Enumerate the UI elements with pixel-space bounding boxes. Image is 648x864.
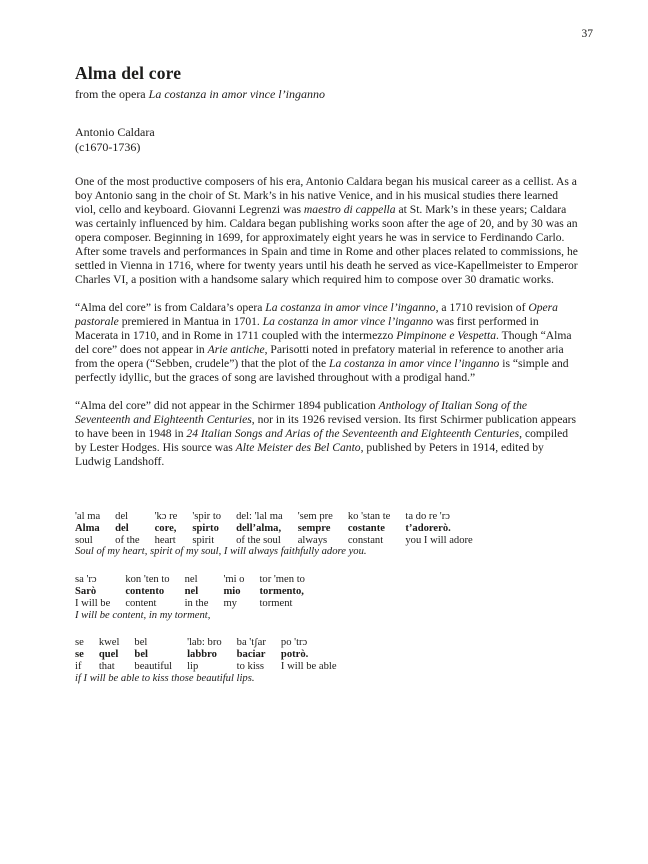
word-for-word-gloss: beautiful [134,660,173,672]
subtitle-prefix: from the opera [75,87,149,101]
text-segment: , compiled by Lester Hodges. His source was [75,427,569,454]
italian-word: tormento, [259,585,304,597]
word-row [75,511,593,546]
italian-word: nel [184,585,199,597]
word-for-word-gloss: that [98,660,115,672]
ipa-text: po 'trɔ [280,637,308,649]
italian-word: spirto [192,522,219,534]
composer-name: Antonio Caldara [75,125,155,139]
text-segment: , Parisotti noted in prefatory material in reference to another aria from the opera (“Sebben, crudele”) that the plot of the [75,343,564,370]
word-column [259,574,304,609]
ipa-text: bel [134,637,148,649]
text-segment: at St. Mark’s in these years; Caldara was certainly influenced by him. Caldara began publishing works soon after the age of 20, and by 30 was an opera composer. Beginning in 1699, for approximately eight years he was in service to Ferdinando Carlo. After some travels and performances in Spain and time in Rome and other places related to commissions, he settled in Vienna in 1716, where for twenty years until his death he served as vice-Kapellmeister to Emperor Charles VI, a position with a handsome salary which required him to compose over 30 dramatic works. [75,203,578,286]
ipa-text: 'spir to [192,511,222,522]
word-column [125,574,169,609]
word-for-word-gloss: I will be [75,597,111,609]
gloss-line-3 [75,637,593,684]
word-for-word-gloss: content [125,597,157,609]
word-for-word-gloss: always [297,534,328,546]
ipa-text: sa 'rɔ [75,574,97,586]
italic-text-segment: Alte Meister des Bel Canto [235,441,361,454]
ipa-text: tor 'men to [259,574,305,586]
word-column [281,637,337,672]
italian-word: sempre [297,522,331,534]
word-for-word-gloss: spirit [192,534,215,546]
word-column [192,511,221,546]
biography-paragraph [75,175,580,287]
word-for-word-gloss: if [75,660,82,672]
text-segment: “Alma del core” did not appear in the Schirmer 1894 publication [75,399,379,412]
word-for-word-gloss: of the [115,534,140,546]
word-column [75,637,84,672]
italian-word: Alma [75,522,100,534]
word-column [298,511,333,546]
text-segment: . Though “Alma del core” does not appear in [75,329,572,356]
word-column [75,511,100,546]
ipa-text: ko 'stan te [347,511,391,522]
word-column [134,637,172,672]
text-segment: , published by Peters in 1914, edited by Ludwig Landshoff. [75,441,544,468]
ipa-translation-section [75,511,593,685]
italian-word: bel [134,649,148,661]
italian-word: dell’alma, [236,522,282,534]
italic-text-segment: maestro di cappella [303,203,396,216]
word-column [75,574,110,609]
word-for-word-gloss: my [223,597,237,609]
idiomatic-translation: if I will be able to kiss those beautiful lips. [75,672,255,684]
song-subtitle [75,87,593,101]
ipa-text: del [115,511,129,522]
word-row [75,637,593,672]
ipa-text: nel [184,574,198,586]
ipa-text: 'al ma [75,511,101,522]
italian-word: mio [223,585,241,597]
ipa-text: del: 'lal ma [236,511,283,522]
italic-text-segment: Anthology of Italian Song of the Seventeenth and Eighteenth Centuries [75,399,528,426]
text-segment: premiered in Mantua in 1701. [118,315,263,328]
italian-word: core, [154,522,177,534]
word-column [348,511,391,546]
italian-word: costante [347,522,385,534]
word-column [185,574,209,609]
gloss-line-2 [75,574,593,621]
text-segment: One of the most productive composers of his era, Antonio Caldara began his musical career as a cellist. As a boy Antonio sang in the choir of St. Mark’s in his native Venice, and in his musical studies there learned viol, cello and keyboard. Giovanni Legrenzi was [75,175,577,216]
text-segment: , nor in its 1926 revised version. Its first Schirmer publication appears to have been in 1948 in [75,413,576,440]
italian-word: Sarò [75,585,97,597]
italian-word: baciar [236,649,266,661]
word-for-word-gloss: I will be able [280,660,337,672]
gloss-line-1 [75,511,593,558]
text-segment: , a 1710 revision of [435,301,529,314]
italian-word: contento [125,585,165,597]
word-column [236,511,283,546]
ipa-text: se [75,637,84,649]
word-for-word-gloss: you I will adore [405,534,473,546]
italic-text-segment: Pimpinone e Vespetta [396,329,497,342]
word-column [115,511,139,546]
ipa-text: kwel [98,637,120,649]
word-for-word-gloss: soul [75,534,93,546]
italic-text-segment: La costanza in amor vince l’inganno [265,301,436,314]
italic-text-segment: Arie antiche [207,343,265,356]
word-for-word-gloss: to kiss [236,660,265,672]
ipa-text: 'mi o [223,574,245,586]
idiomatic-translation: I will be content, in my torment, [75,609,211,621]
italic-text-segment: Opera pastorale [75,301,558,328]
text-segment: was first performed in Macerata in 1710, and in Rome in 1711 coupled with the intermezzo [75,315,539,342]
ipa-text: ba 'tʃar [236,637,266,649]
word-column [187,637,222,672]
italic-text-segment: 24 Italian Songs and Arias of the Seventeenth and Eighteenth Centuries [186,427,520,440]
word-for-word-gloss: in the [184,597,209,609]
word-for-word-gloss: torment [259,597,293,609]
ipa-text: 'kɔ re [154,511,178,522]
text-segment: “Alma del core” is from Caldara’s opera [75,301,266,314]
word-column [99,637,120,672]
word-row [75,574,593,609]
ipa-text: kon 'ten to [125,574,170,586]
ipa-text: ta do re 'rɔ [405,511,450,522]
italian-word: quel [98,649,119,661]
ipa-text: 'sem pre [297,511,333,522]
word-column [237,637,266,672]
composer-dates: (c1670-1736) [75,140,141,154]
italian-word: se [75,649,84,661]
italic-text-segment: La costanza in amor vince l’inganno [262,315,434,328]
word-column [405,511,472,546]
italian-word: labbro [187,649,217,661]
idiomatic-translation: Soul of my heart, spirit of my soul, I will always faithfully adore you. [75,546,367,558]
word-for-word-gloss: heart [154,534,176,546]
italian-word: potrò. [280,649,309,661]
aria-context-paragraph [75,301,580,385]
word-for-word-gloss: constant [347,534,384,546]
italic-text-segment: La costanza in amor vince l’inganno [329,357,500,370]
word-column [223,574,244,609]
ipa-text: 'lab: bro [187,637,222,649]
text-segment: is “simple and perfectly idyllic, but the graces of song are lavished throughout with a prodigal hand.” [75,357,569,384]
opera-title: La costanza in amor vince l’inganno [148,87,325,101]
word-column [155,511,178,546]
italian-word: t’adorerò. [405,522,451,534]
publication-history-paragraph [75,399,580,469]
word-for-word-gloss: lip [187,660,199,672]
word-for-word-gloss: of the soul [236,534,281,546]
page-number: 37 [581,28,593,40]
italian-word: del [115,522,129,534]
song-title: Alma del core [75,63,182,83]
